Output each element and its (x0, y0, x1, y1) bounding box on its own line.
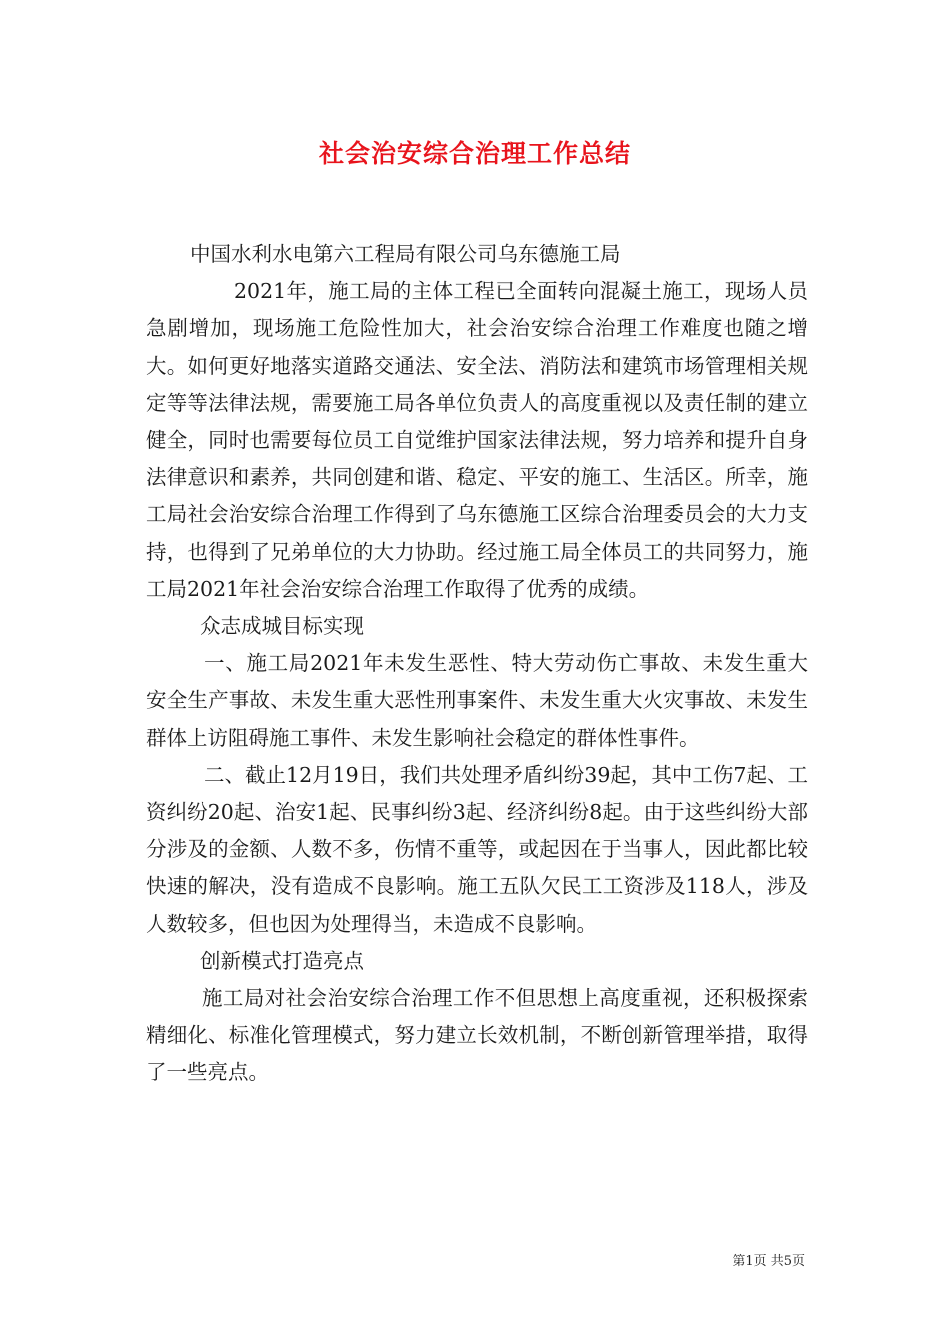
intro-paragraph: 2021年，施工局的主体工程已全面转向混凝土施工，现场人员急剧增加，现场施工危险性加大，社会治安综合治理工作难度也随之增大。如何更好地落实道路交通法、安全法、消防法和建筑市场管理相关规定等等法律法规，需要施工局各单位负责人的高度重视以及责任制的建立健全，同时也需要每位员工自觉维护国家法律法规，努力培养和提升自身法律意识和素养，共同创建和谐、稳定、平安的施工、生活区。所幸，施工局社会治安综合治理工作得到了乌东德施工区综合治理委员会的大力支持，也得到了兄弟单位的大力协助。经过施工局全体员工的共同努力，施工局2021年社会治安综合治理工作取得了优秀的成绩。 (146, 279, 808, 601)
item-paragraph-1: 一、施工局2021年未发生恶性、特大劳动伤亡事故、未发生重大安全生产事故、未发生重大恶性刑事案件、未发生重大火灾事故、未发生群体上访阻碍施工事件、未发生影响社会稳定的群体性事件。 (146, 651, 808, 750)
page-number-footer: 第1页 共5页 (732, 1254, 805, 1269)
document-body (146, 236, 808, 1092)
organization-line: 中国水利水电第六工程局有限公司乌东德施工局 (190, 242, 621, 266)
item-paragraph-2: 二、截止12月19日，我们共处理矛盾纠纷39起，其中工伤7起、工资纠纷20起、治安1起、民事纠纷3起、经济纠纷8起。由于这些纠纷大部分涉及的金额、人数不多，伤情不重等，或起因在于当事人，因此都比较快速的解决，没有造成不良影响。施工五队欠民工工资涉及118人，涉及人数较多，但也因为处理得当，未造成不良影响。 (146, 762, 808, 936)
section-heading-goals: 众志成城目标实现 (200, 614, 364, 639)
section-heading-innovation: 创新模式打造亮点 (200, 948, 364, 973)
closing-paragraph: 施工局对社会治安综合治理工作不但思想上高度重视，还积极探索精细化、标准化管理模式，努力建立长效机制，不断创新管理举措，取得了一些亮点。 (146, 986, 808, 1085)
document-title: 社会治安综合治理工作总结 (318, 139, 631, 168)
